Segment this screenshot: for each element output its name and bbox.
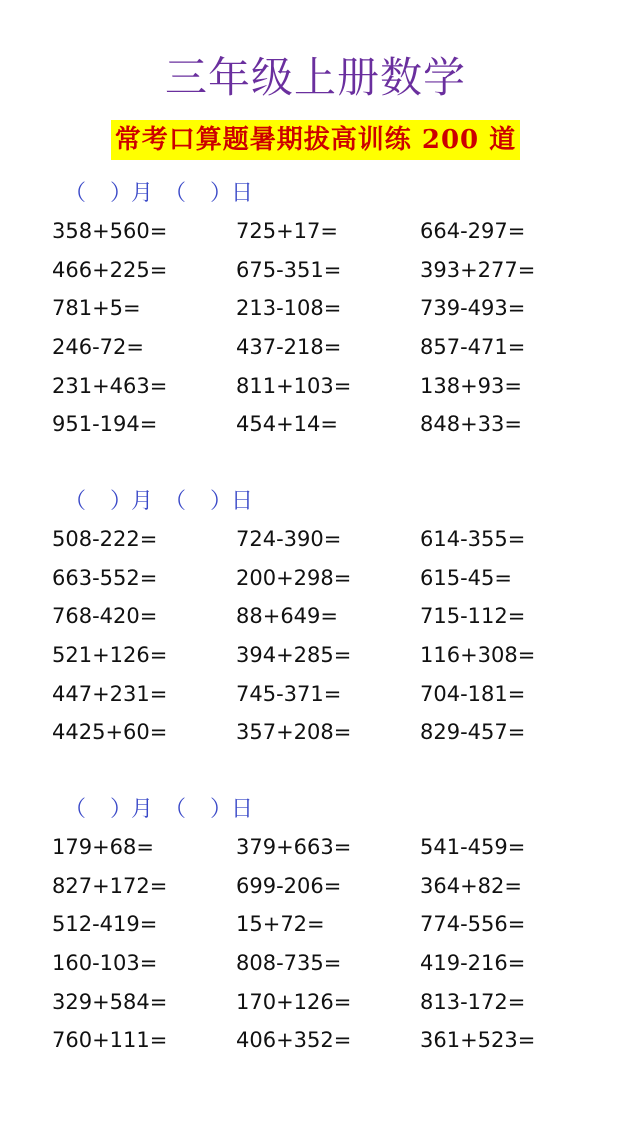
arithmetic-problem: 724-390= <box>236 527 342 551</box>
problem-row <box>0 828 631 867</box>
arithmetic-problem: 848+33= <box>420 412 522 437</box>
arithmetic-problem: 200+298= <box>236 565 352 590</box>
problem-row <box>0 867 631 906</box>
arithmetic-problem: 466+225= <box>52 257 168 282</box>
arithmetic-problem: 329+584= <box>52 989 168 1014</box>
arithmetic-problem: 664-297= <box>420 219 526 243</box>
arithmetic-problem: 725+17= <box>236 219 338 243</box>
date-open-paren: （ <box>164 181 187 206</box>
arithmetic-problem: 4425+60= <box>52 720 168 745</box>
date-close-paren: ） <box>110 797 133 822</box>
date-close-paren: ） <box>110 489 133 514</box>
date-open-paren: （ <box>164 489 187 514</box>
date-month-label: 月 <box>131 489 154 514</box>
arithmetic-problem: 813-172= <box>420 989 526 1014</box>
date-open-paren: （ <box>64 181 87 206</box>
date-line <box>0 484 631 520</box>
date-close-paren: ） <box>110 181 133 206</box>
date-open-paren: （ <box>164 797 187 822</box>
date-line <box>0 792 631 828</box>
problem-row <box>0 675 631 714</box>
date-close-paren: ） <box>210 181 233 206</box>
arithmetic-problem: 827+172= <box>52 873 168 898</box>
arithmetic-problem: 663-552= <box>52 565 158 590</box>
arithmetic-problem: 699-206= <box>236 873 342 898</box>
problem-row <box>0 636 631 675</box>
arithmetic-problem: 739-493= <box>420 296 526 321</box>
problem-row <box>0 251 631 290</box>
arithmetic-problem: 508-222= <box>52 527 158 551</box>
arithmetic-problem: 160-103= <box>52 951 158 976</box>
arithmetic-problem: 357+208= <box>236 720 352 745</box>
date-day-label: 日 <box>231 489 254 514</box>
problem-row <box>0 289 631 328</box>
arithmetic-problem: 88+649= <box>236 604 338 629</box>
exercise-section <box>0 792 631 1060</box>
arithmetic-problem: 361+523= <box>420 1028 536 1053</box>
date-close-paren: ） <box>210 797 233 822</box>
arithmetic-problem: 857-471= <box>420 335 526 360</box>
date-close-paren: ） <box>210 489 233 514</box>
problem-row <box>0 405 631 444</box>
date-open-paren: （ <box>64 797 87 822</box>
arithmetic-problem: 138+93= <box>420 373 522 398</box>
subtitle-banner <box>0 120 631 160</box>
arithmetic-problem: 715-112= <box>420 604 526 629</box>
problem-row <box>0 944 631 983</box>
problem-row <box>0 713 631 752</box>
problem-row <box>0 559 631 598</box>
exercise-section <box>0 176 631 444</box>
arithmetic-problem: 704-181= <box>420 681 526 706</box>
arithmetic-problem: 406+352= <box>236 1028 352 1053</box>
arithmetic-problem: 615-45= <box>420 565 512 590</box>
page-title: 三年级上册数学 <box>164 53 466 102</box>
arithmetic-problem: 394+285= <box>236 643 352 668</box>
arithmetic-problem: 246-72= <box>52 335 144 360</box>
arithmetic-problem: 768-420= <box>52 604 158 629</box>
problem-row <box>0 212 631 251</box>
problem-row <box>0 597 631 636</box>
arithmetic-problem: 521+126= <box>52 643 168 668</box>
arithmetic-problem: 614-355= <box>420 527 526 551</box>
date-month-label: 月 <box>131 181 154 206</box>
problem-row <box>0 367 631 406</box>
arithmetic-problem: 774-556= <box>420 912 526 937</box>
problem-row <box>0 328 631 367</box>
arithmetic-problem: 811+103= <box>236 373 352 398</box>
arithmetic-problem: 808-735= <box>236 951 342 976</box>
arithmetic-problem: 379+663= <box>236 835 352 859</box>
arithmetic-problem: 393+277= <box>420 257 536 282</box>
arithmetic-problem: 116+308= <box>420 643 536 668</box>
arithmetic-problem: 745-371= <box>236 681 342 706</box>
arithmetic-problem: 541-459= <box>420 835 526 859</box>
arithmetic-problem: 437-218= <box>236 335 342 360</box>
arithmetic-problem: 447+231= <box>52 681 168 706</box>
date-open-paren: （ <box>64 489 87 514</box>
arithmetic-problem: 170+126= <box>236 989 352 1014</box>
arithmetic-problem: 951-194= <box>52 412 158 437</box>
arithmetic-problem: 358+560= <box>52 219 168 243</box>
date-day-label: 日 <box>231 181 254 206</box>
date-month-label: 月 <box>131 797 154 822</box>
arithmetic-problem: 179+68= <box>52 835 154 859</box>
arithmetic-problem: 760+111= <box>52 1028 168 1053</box>
exercise-section <box>0 484 631 752</box>
arithmetic-problem: 213-108= <box>236 296 342 321</box>
date-day-label: 日 <box>231 797 254 822</box>
problem-row <box>0 905 631 944</box>
arithmetic-problem: 231+463= <box>52 373 168 398</box>
problem-row <box>0 1021 631 1060</box>
arithmetic-problem: 829-457= <box>420 720 526 745</box>
arithmetic-problem: 15+72= <box>236 912 325 937</box>
arithmetic-problem: 781+5= <box>52 296 141 321</box>
date-line <box>0 176 631 212</box>
arithmetic-problem: 364+82= <box>420 873 522 898</box>
arithmetic-problem: 512-419= <box>52 912 158 937</box>
arithmetic-problem: 454+14= <box>236 412 338 437</box>
arithmetic-problem: 419-216= <box>420 951 526 976</box>
subtitle: 常考口算题暑期拔高训练 200 道 <box>111 120 520 160</box>
arithmetic-problem: 675-351= <box>236 257 342 282</box>
problem-row <box>0 983 631 1022</box>
problem-row <box>0 520 631 559</box>
